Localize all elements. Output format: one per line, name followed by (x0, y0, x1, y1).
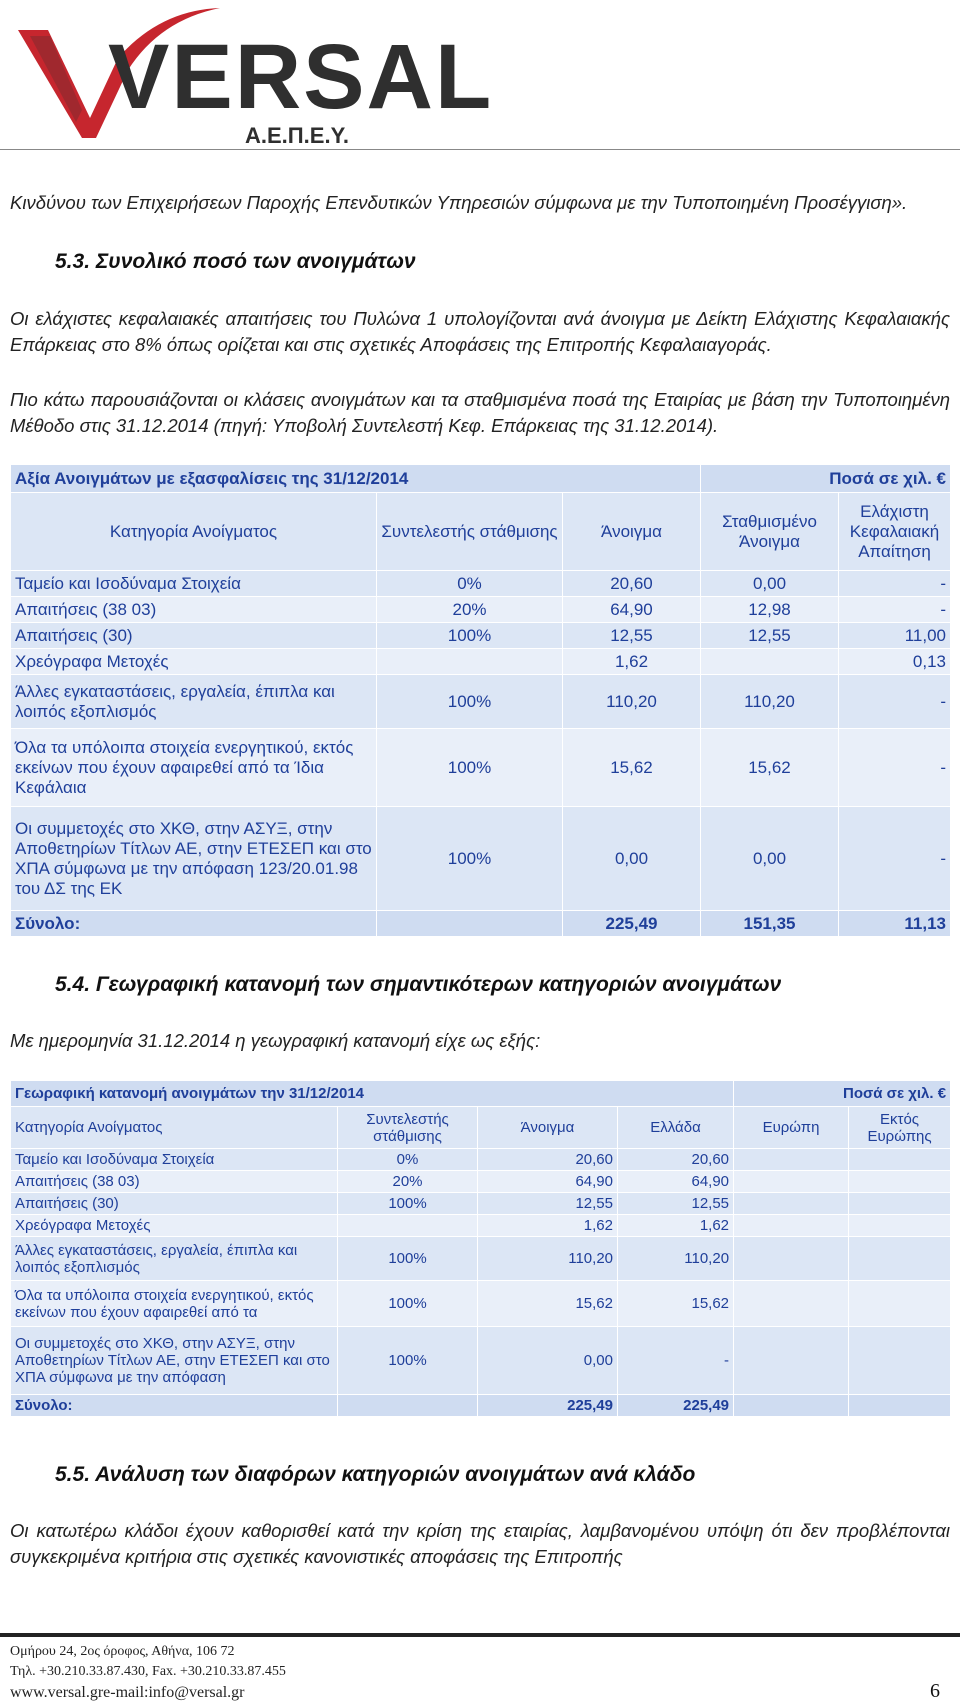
total-exposure: 225,49 (563, 911, 701, 937)
table-row (11, 623, 951, 649)
email-link[interactable]: info@versal.gr (148, 1684, 245, 1701)
cell: 100% (377, 675, 563, 729)
cell: - (839, 807, 951, 911)
cell: 20,60 (478, 1149, 618, 1171)
total-greece: 225,49 (618, 1395, 734, 1417)
header-exposure: Άνοιγμα (478, 1107, 618, 1149)
table-title-row (11, 1081, 951, 1107)
cell (734, 1193, 849, 1215)
section-5-5-heading (55, 1463, 695, 1487)
cell: 0,00 (563, 807, 701, 911)
cell (734, 1395, 849, 1417)
cell: Απαιτήσεις (30) (11, 623, 377, 649)
cell: Άλλες εγκαταστάσεις, εργαλεία, έπιπλα και λοιπός εξοπλισμός (11, 675, 377, 729)
table-row (11, 729, 951, 807)
cell: - (839, 571, 951, 597)
header-weighted: Σταθμισμένο Άνοιγμα (701, 493, 839, 571)
cell (377, 649, 563, 675)
cell: 12,98 (701, 597, 839, 623)
email-label: e-mail: (103, 1684, 149, 1701)
table-unit: Ποσά σε χιλ. € (701, 465, 951, 493)
cell: Απαιτήσεις (30) (11, 1193, 338, 1215)
header-greece: Ελλάδα (618, 1107, 734, 1149)
table-total-row (11, 911, 951, 937)
section-5-4-paragraph: Με ημερομηνία 31.12.2014 η γεωγραφική κατανομή είχε ως εξής: (10, 1030, 541, 1051)
total-label: Σύνολο: (11, 1395, 338, 1417)
table-header-row (11, 493, 951, 571)
cell: 110,20 (478, 1237, 618, 1281)
cell: - (618, 1327, 734, 1395)
cell: 20,60 (618, 1149, 734, 1171)
table-unit: Ποσά σε χιλ. € (734, 1081, 951, 1107)
website-link[interactable]: www.versal.gr (10, 1684, 104, 1701)
total-exposure: 225,49 (478, 1395, 618, 1417)
table-row (11, 807, 951, 911)
cell: Απαιτήσεις (38 03) (11, 597, 377, 623)
table-row (11, 1193, 951, 1215)
section-title: Συνολικό ποσό των ανοιγμάτων (95, 250, 416, 273)
footer-address: Ομήρου 24, 2ος όροφος, Αθήνα, 106 72 (10, 1644, 235, 1659)
table-row (11, 571, 951, 597)
cell: 20,60 (563, 571, 701, 597)
cell (849, 1395, 951, 1417)
table-title-row (11, 465, 951, 493)
section-title: Γεωγραφική κατανομή των σημαντικότερων κατηγοριών ανοιγμάτων (95, 973, 782, 996)
cell (734, 1171, 849, 1193)
cell: 0,00 (701, 571, 839, 597)
table-header-row (11, 1107, 951, 1149)
footer-contact (10, 1684, 245, 1702)
footer-divider (0, 1633, 960, 1637)
cell: 12,55 (701, 623, 839, 649)
cell: - (839, 729, 951, 807)
header-category: Κατηγορία Ανοίγματος (11, 1107, 338, 1149)
cell: Οι συμμετοχές στο ΧΚΘ, στην ΑΣΥΞ, στην Αποθετηρίων Τίτλων ΑΕ, στην ΕΤΕΣΕΠ και στο ΧΠΑ σύμφωνα με την απόφαση 123/20.01.98 του ΔΣ της ΕΚ (11, 807, 377, 911)
total-min-capital: 11,13 (839, 911, 951, 937)
table-row (11, 1327, 951, 1395)
logo-tagline: Α.Ε.Π.Ε.Υ. (245, 123, 349, 148)
table-row (11, 649, 951, 675)
header-category: Κατηγορία Ανοίγματος (11, 493, 377, 571)
cell: Χρεόγραφα Μετοχές (11, 1215, 338, 1237)
cell: 100% (377, 729, 563, 807)
cell: 12,55 (618, 1193, 734, 1215)
cell: 15,62 (563, 729, 701, 807)
table-total-row (11, 1395, 951, 1417)
geographic-table (10, 1080, 951, 1417)
logo-wordmark: VERSAL (108, 26, 494, 128)
cell: 100% (377, 623, 563, 649)
cell (377, 911, 563, 937)
cell: Οι συμμετοχές στο ΧΚΘ, στην ΑΣΥΞ, στην Αποθετηρίων Τίτλων ΑΕ, στην ΕΤΕΣΕΠ και στο ΧΠΑ σύμφωνα με την απόφαση (11, 1327, 338, 1395)
exposures-table (10, 464, 951, 937)
cell: - (839, 597, 951, 623)
cell (849, 1193, 951, 1215)
cell: 1,62 (478, 1215, 618, 1237)
cell: 100% (338, 1193, 478, 1215)
total-label: Σύνολο: (11, 911, 377, 937)
section-5-3-paragraph-1: Οι ελάχιστες κεφαλαιακές απαιτήσεις του Πυλώνα 1 υπολογίζονται ανά άνοιγμα με Δείκτη Ελάχιστης Κεφαλαιακής Επάρκειας στο 8% όπως ορίζεται και στις σχετικές Αποφάσεις της Επιτροπής Κεφαλαιαγοράς. (10, 308, 950, 355)
section-title: Ανάλυση των διαφόρων κατηγοριών ανοιγμάτων ανά κλάδο (95, 1463, 696, 1486)
cell (734, 1281, 849, 1327)
cell: 1,62 (563, 649, 701, 675)
cell: 0,00 (701, 807, 839, 911)
section-number: 5.4. (55, 973, 91, 996)
cell: 0% (338, 1149, 478, 1171)
section-number: 5.3. (55, 250, 91, 273)
cell (734, 1237, 849, 1281)
table-row (11, 1215, 951, 1237)
cell (849, 1171, 951, 1193)
table-title: Γεωραφική κατανομή ανοιγμάτων την 31/12/2014 (11, 1081, 734, 1107)
cell: 64,90 (618, 1171, 734, 1193)
cell: 20% (338, 1171, 478, 1193)
cell (701, 649, 839, 675)
versal-logo (10, 0, 494, 150)
cell: Απαιτήσεις (38 03) (11, 1171, 338, 1193)
cell: 100% (377, 807, 563, 911)
cell: 110,20 (701, 675, 839, 729)
cell (849, 1327, 951, 1395)
cell (849, 1281, 951, 1327)
header-min-capital: Ελάχιστη Κεφαλαιακή Απαίτηση (839, 493, 951, 571)
footer-phone: Τηλ. +30.210.33.87.430, Fax. +30.210.33.87.455 (10, 1664, 286, 1679)
header-outside-europe: Εκτός Ευρώπης (849, 1107, 951, 1149)
cell (849, 1215, 951, 1237)
total-weighted: 151,35 (701, 911, 839, 937)
cell: Όλα τα υπόλοιπα στοιχεία ενεργητικού, εκτός εκείνων που έχουν αφαιρεθεί από τα Ίδια Κεφάλαια (11, 729, 377, 807)
table-row (11, 675, 951, 729)
cell: 100% (338, 1237, 478, 1281)
cell: Χρεόγραφα Μετοχές (11, 649, 377, 675)
cell: 110,20 (563, 675, 701, 729)
cell: 64,90 (563, 597, 701, 623)
cell: 0,13 (839, 649, 951, 675)
section-number: 5.5. (55, 1463, 91, 1486)
cell: 20% (377, 597, 563, 623)
header-divider (0, 149, 960, 150)
table-row (11, 1171, 951, 1193)
intro-paragraph: Κινδύνου των Επιχειρήσεων Παροχής Επενδυτικών Υπηρεσιών σύμφωνα με την Τυποποιημένη Προσέγγιση». (10, 192, 908, 213)
table-row (11, 1237, 951, 1281)
cell: - (839, 675, 951, 729)
cell: 110,20 (618, 1237, 734, 1281)
cell: 15,62 (701, 729, 839, 807)
page-number: 6 (930, 1680, 940, 1702)
cell (849, 1237, 951, 1281)
cell: 0% (377, 571, 563, 597)
cell (734, 1327, 849, 1395)
cell: 15,62 (618, 1281, 734, 1327)
cell: 100% (338, 1327, 478, 1395)
section-5-3-heading (55, 250, 416, 274)
cell: 64,90 (478, 1171, 618, 1193)
header-weight: Συντελεστής στάθμισης (338, 1107, 478, 1149)
cell: 15,62 (478, 1281, 618, 1327)
cell: 12,55 (478, 1193, 618, 1215)
cell: 0,00 (478, 1327, 618, 1395)
cell (734, 1149, 849, 1171)
header-exposure: Άνοιγμα (563, 493, 701, 571)
table-row (11, 1281, 951, 1327)
cell: Άλλες εγκαταστάσεις, εργαλεία, έπιπλα και λοιπός εξοπλισμός (11, 1237, 338, 1281)
cell (849, 1149, 951, 1171)
header-weight: Συντελεστής στάθμισης (377, 493, 563, 571)
cell: 100% (338, 1281, 478, 1327)
cell: 1,62 (618, 1215, 734, 1237)
section-5-4-heading (55, 973, 781, 997)
cell: 11,00 (839, 623, 951, 649)
cell: Ταμείο και Ισοδύναμα Στοιχεία (11, 571, 377, 597)
cell: Όλα τα υπόλοιπα στοιχεία ενεργητικού, εκτός εκείνων που έχουν αφαιρεθεί από τα (11, 1281, 338, 1327)
table-row (11, 597, 951, 623)
table-title: Αξία Ανοιγμάτων με εξασφαλίσεις της 31/12/2014 (11, 465, 701, 493)
section-5-3-paragraph-2: Πιο κάτω παρουσιάζονται οι κλάσεις ανοιγμάτων και τα σταθμισμένα ποσά της Εταιρίας με βάση την Τυποποιημένη Μέθοδο στις 31.12.2014 (πηγή: Υποβολή Συντελεστή Κεφ. Επάρκειας της 31.12.2014). (10, 389, 950, 436)
cell: Ταμείο και Ισοδύναμα Στοιχεία (11, 1149, 338, 1171)
cell: 12,55 (563, 623, 701, 649)
table-row (11, 1149, 951, 1171)
cell (338, 1215, 478, 1237)
cell (734, 1215, 849, 1237)
section-5-5-paragraph: Οι κατωτέρω κλάδοι έχουν καθορισθεί κατά την κρίση της εταιρίας, λαμβανομένου υπόψη ότι δεν προβλέπονται συγκεκριμένα κριτήρια στις σχετικές κανονιστικές αποφάσεις της Επιτροπής (10, 1520, 950, 1567)
header-europe: Ευρώπη (734, 1107, 849, 1149)
cell (338, 1395, 478, 1417)
